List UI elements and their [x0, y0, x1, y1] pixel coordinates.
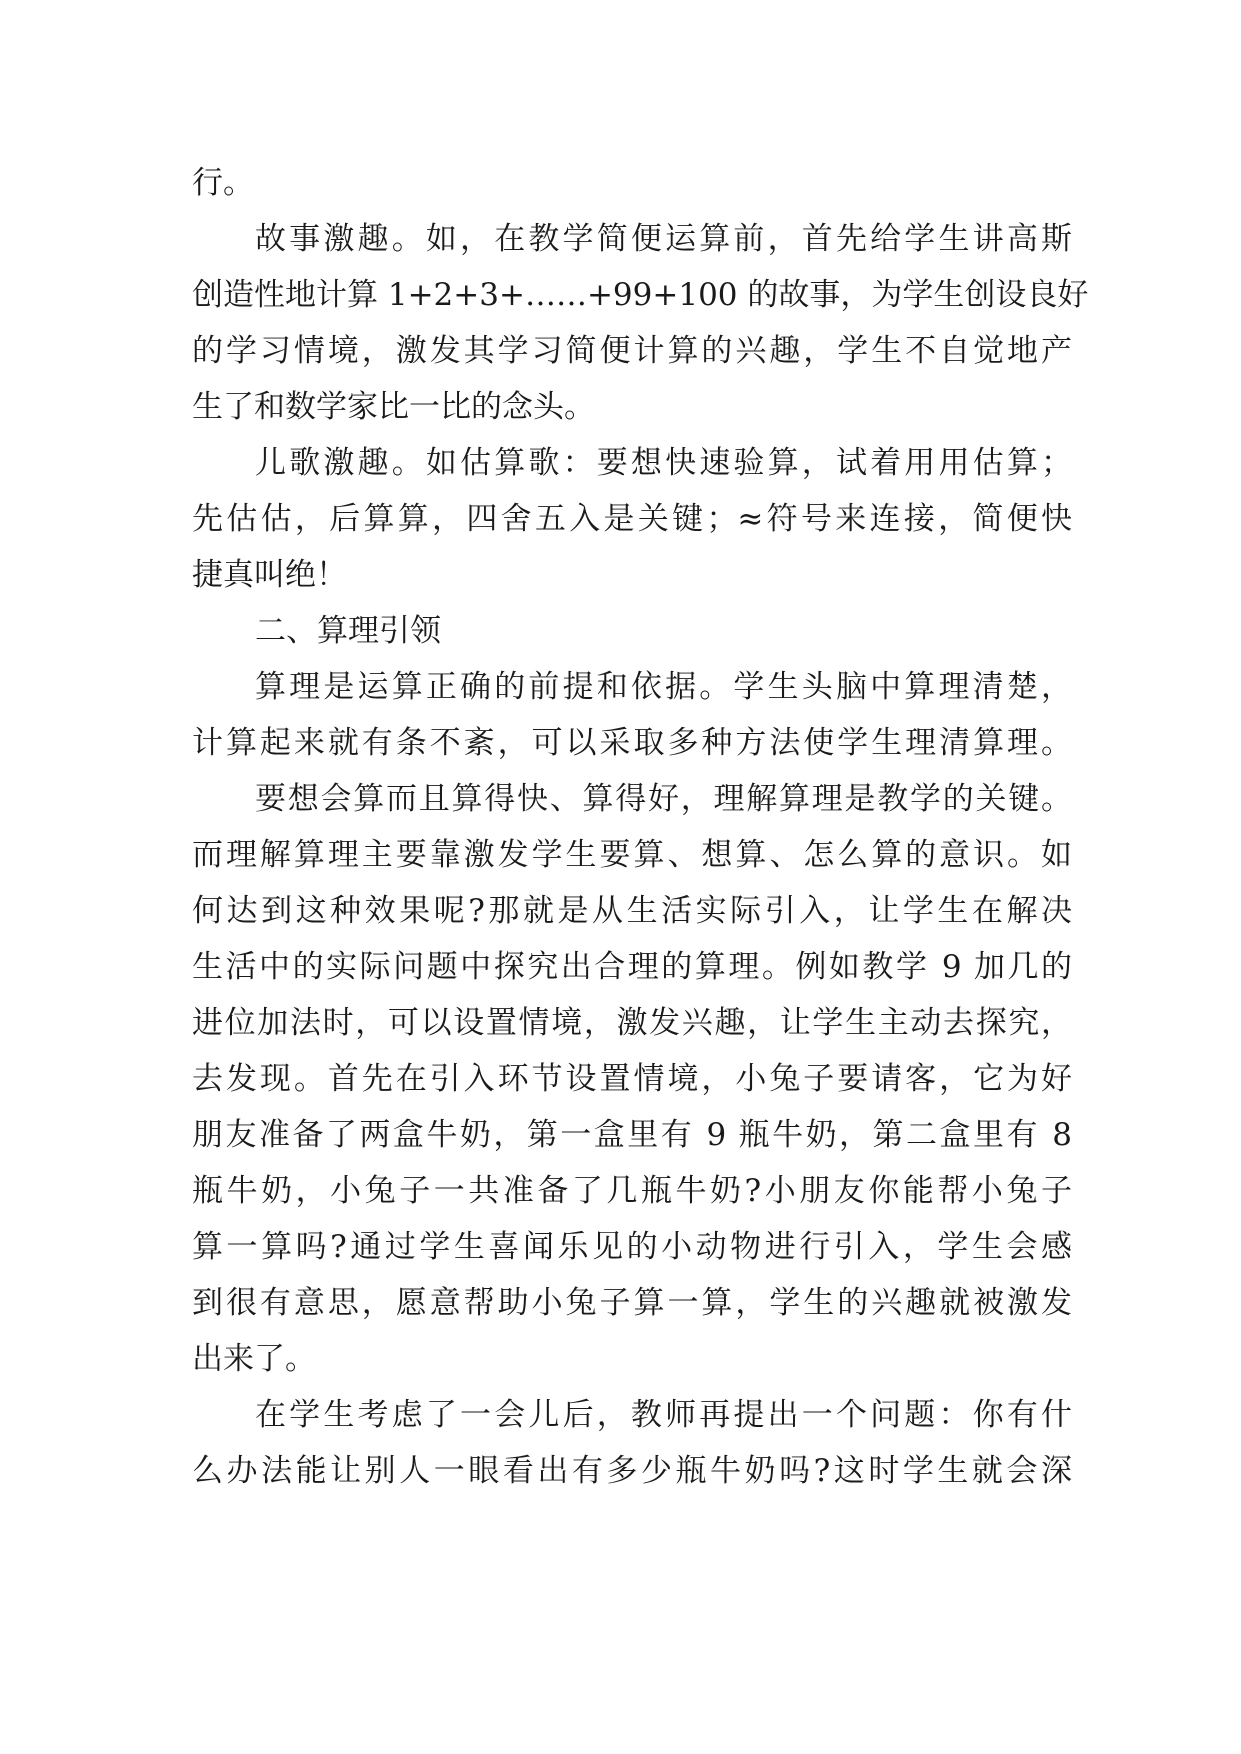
paragraph-line: 朋友准备了两盒牛奶，第一盒里有 9 瓶牛奶，第二盒里有 8 [192, 1117, 1072, 1153]
paragraph-line: 算一算吗?通过学生喜闻乐见的小动物进行引入，学生会感 [192, 1229, 1072, 1265]
paragraph-line: 瓶牛奶，小兔子一共准备了几瓶牛奶?小朋友你能帮小兔子 [192, 1173, 1072, 1209]
paragraph-line: 计算起来就有条不紊，可以采取多种方法使学生理清算理。 [192, 725, 1072, 761]
paragraph-line: 先估估，后算算，四舍五入是关键；≈符号来连接，简便快 [192, 501, 1072, 537]
paragraph-line: 出来了。 [192, 1341, 316, 1377]
paragraph-line: 么办法能让别人一眼看出有多少瓶牛奶吗?这时学生就会深 [192, 1453, 1072, 1489]
paragraph-line: 生活中的实际问题中探究出合理的算理。例如教学 9 加几的 [192, 949, 1072, 985]
section-heading: 二、算理引领 [255, 613, 441, 649]
paragraph-line: 进位加法时，可以设置情境，激发兴趣，让学生主动去探究， [192, 1005, 1072, 1041]
paragraph-line: 何达到这种效果呢?那就是从生活实际引入，让学生在解决 [192, 893, 1072, 929]
paragraph-line: 到很有意思，愿意帮助小兔子算一算，学生的兴趣就被激发 [192, 1285, 1072, 1321]
paragraph-line: 而理解算理主要靠激发学生要算、想算、怎么算的意识。如 [192, 837, 1072, 873]
paragraph-line: 捷真叫绝！ [192, 557, 347, 593]
document-body [192, 155, 1089, 1499]
paragraph-line: 去发现。首先在引入环节设置情境，小兔子要请客，它为好 [192, 1061, 1072, 1097]
paragraph-line: 创造性地计算 1+2+3+……+99+100 的故事，为学生创设良好 [192, 277, 1089, 313]
paragraph-line: 生了和数学家比一比的念头。 [192, 389, 595, 425]
paragraph-line: 算理是运算正确的前提和依据。学生头脑中算理清楚， [255, 669, 1072, 705]
paragraph-line: 要想会算而且算得快、算得好，理解算理是教学的关键。 [255, 781, 1072, 817]
paragraph-line: 行。 [192, 165, 254, 201]
paragraph-line: 在学生考虑了一会儿后，教师再提出一个问题：你有什 [255, 1397, 1072, 1433]
paragraph-line: 故事激趣。如，在教学简便运算前，首先给学生讲高斯 [255, 221, 1072, 257]
paragraph-line: 的学习情境，激发其学习简便计算的兴趣，学生不自觉地产 [192, 333, 1072, 369]
paragraph-line: 儿歌激趣。如估算歌：要想快速验算，试着用用估算； [255, 445, 1072, 481]
